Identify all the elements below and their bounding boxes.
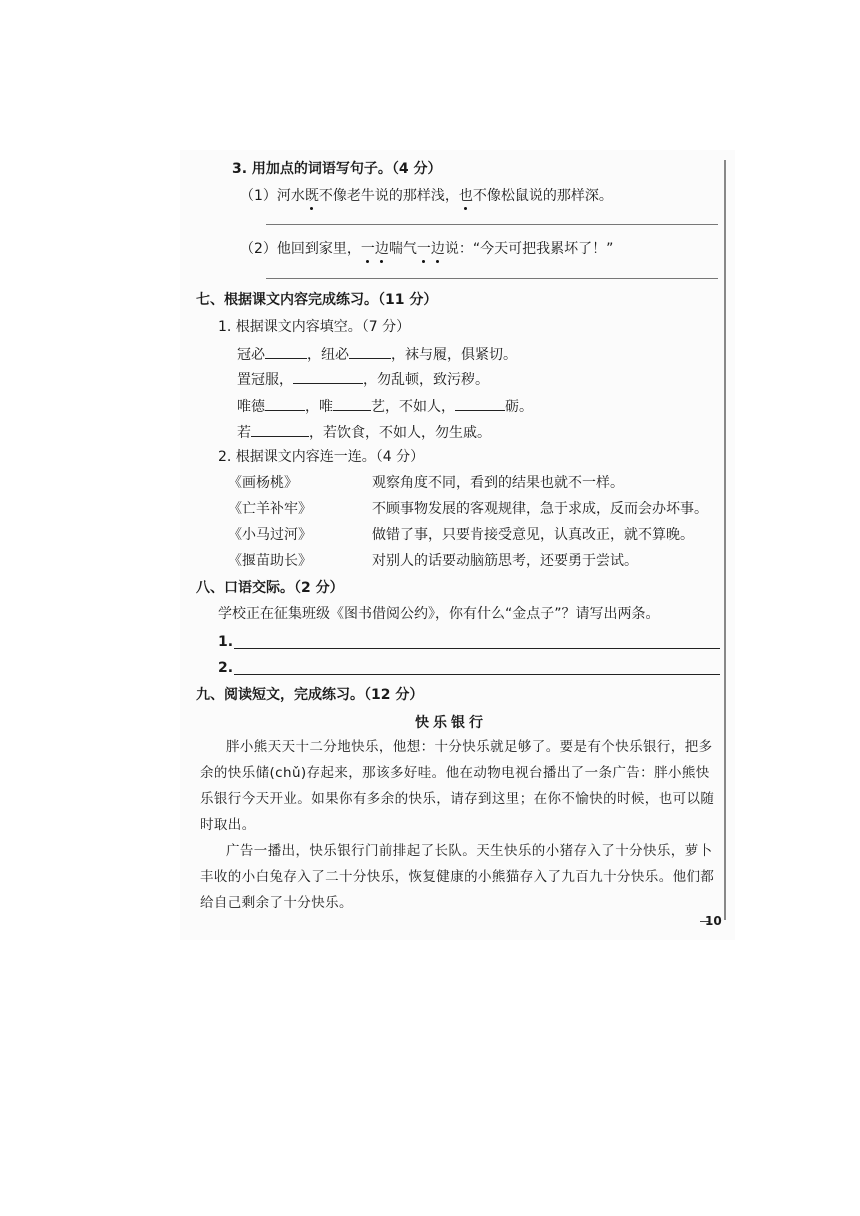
s1-dotted-1: 既 [304, 188, 319, 204]
s2-dotted-4: 边 [430, 241, 445, 257]
sec8-heading: 八、口语交际。（2 分） [196, 580, 344, 596]
s2-mid: 喘气 [388, 241, 417, 257]
match-right-3[interactable]: 做错了事，只要肯接受意见，认真改正，就不算晚。 [372, 527, 694, 543]
passage-paragraph-1: 胖小熊天天十二分地快乐，他想：十分快乐就足够了。要是有个快乐银行，把多余的快乐储(chǔ)存起来，那该多好哇。他在动物电视台播出了一条广告：胖小熊快乐银行今天开业。如果你有多余的快乐，请存到这里；在你不愉快的时候，也可以随时取出。 [200, 739, 715, 833]
f2-b: ，勿乱顿，致污秽。 [363, 372, 489, 388]
blank[interactable] [349, 344, 391, 359]
blank[interactable] [265, 344, 307, 359]
answer-line-1[interactable] [266, 224, 718, 225]
s2-post: 说：“今天可把我累坏了！” [444, 241, 614, 257]
s2-dotted-1: 一 [360, 241, 375, 257]
s1-post: 不像松鼠说的那样深。 [472, 188, 613, 204]
blank[interactable] [251, 422, 309, 437]
s1-dotted-2: 也 [458, 188, 473, 204]
s1-pre: （1）河水 [240, 188, 305, 204]
binding-rule [724, 160, 726, 920]
q3-sentence-2 [240, 240, 613, 258]
answer-line-3[interactable] [234, 648, 720, 649]
f1-b: ，纽必 [307, 347, 349, 363]
s1-mid: 不像老牛说的那样浅， [318, 188, 459, 204]
f3-b: ，唯 [305, 399, 333, 415]
q3-sentence-1 [240, 187, 613, 205]
match-left-1[interactable]: 《画杨桃》 [228, 475, 298, 491]
match-left-4[interactable]: 《揠苗助长》 [228, 553, 312, 569]
sec7-sub2: 2. 根据课文内容连一连。（4 分） [218, 449, 425, 465]
s2-dotted-3: 一 [416, 241, 431, 257]
f4-b: ，若饮食，不如人，勿生戚。 [309, 425, 491, 441]
sec8-prompt: 学校正在征集班级《图书借阅公约》，你有什么“金点子”？请写出两条。 [218, 606, 660, 622]
f1-a: 冠必 [237, 347, 265, 363]
blank[interactable] [293, 369, 363, 384]
f2-a: 置冠服， [237, 372, 293, 388]
passage-title: 快乐银行 [415, 715, 487, 731]
item-number-2: 2. [218, 660, 234, 676]
fill-line-3 [237, 396, 533, 416]
page-number: 10 [705, 914, 722, 928]
match-right-4[interactable]: 对别人的话要动脑筋思考，还要勇于尝试。 [372, 553, 638, 569]
fill-line-4 [237, 422, 491, 442]
passage-paragraph-2: 广告一播出，快乐银行门前排起了长队。天生快乐的小猪存入了十分快乐，萝卜丰收的小白兔存入了二十分快乐，恢复健康的小熊猫存入了九百九十分快乐。他们都给自己剩余了十分快乐。 [200, 843, 715, 911]
f3-d: 砺。 [505, 399, 533, 415]
f4-a: 若 [237, 425, 251, 441]
s2-dotted-2: 边 [374, 241, 389, 257]
match-left-3[interactable]: 《小马过河》 [228, 527, 312, 543]
f3-c: 艺，不如人， [371, 399, 455, 415]
answer-line-4[interactable] [234, 674, 720, 675]
f1-c: ，袜与履，俱紧切。 [391, 347, 517, 363]
match-right-1[interactable]: 观察角度不同，看到的结果也就不一样。 [372, 475, 624, 491]
blank[interactable] [333, 396, 371, 411]
q3-heading: 3. 用加点的词语写句子。（4 分） [232, 161, 442, 177]
sec9-heading: 九、阅读短文，完成练习。（12 分） [196, 687, 424, 703]
s2-pre: （2）他回到家里， [240, 241, 361, 257]
blank[interactable] [455, 396, 505, 411]
sec7-heading: 七、根据课文内容完成练习。（11 分） [196, 292, 438, 308]
fill-line-2 [237, 369, 489, 389]
blank[interactable] [265, 396, 305, 411]
sec7-sub1: 1. 根据课文内容填空。（7 分） [218, 319, 411, 335]
fill-line-1 [237, 344, 517, 364]
match-left-2[interactable]: 《亡羊补牢》 [228, 501, 312, 517]
f3-a: 唯德 [237, 399, 265, 415]
item-number-1: 1. [218, 634, 234, 650]
match-right-2[interactable]: 不顾事物发展的客观规律，急于求成，反而会办坏事。 [372, 501, 708, 517]
answer-line-2[interactable] [266, 278, 718, 279]
